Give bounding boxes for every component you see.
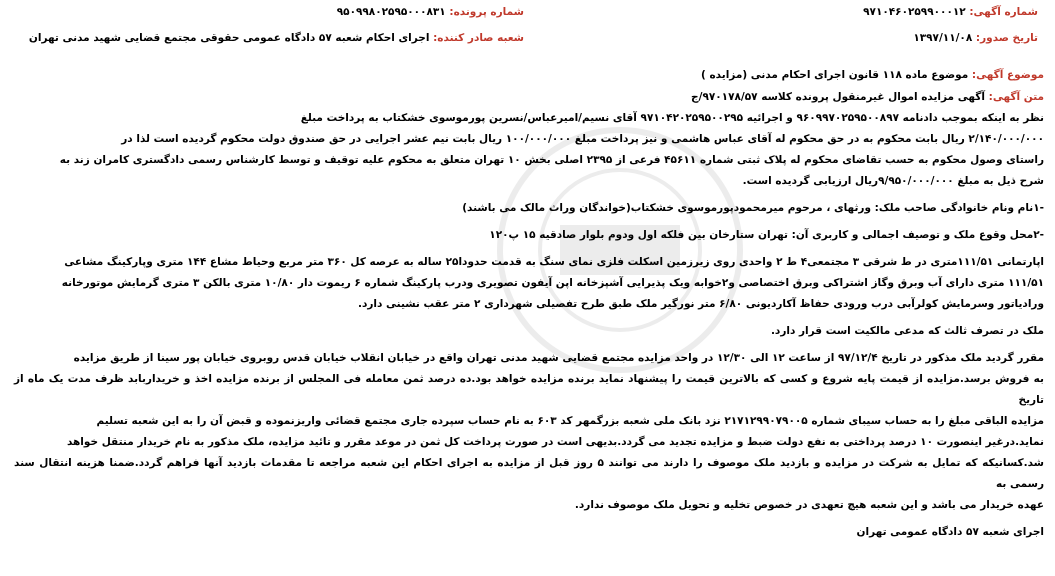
case-number-label: شماره پرونده: — [449, 6, 524, 18]
paragraph-line: ورادیاتور وسرمایش کولرآبی درب ورودی حفاظ آکاردیونی ۶/۸۰ متر نورگیر ملک طبق طرح تفصیلی شهرداری ۲ متر عقب نشینی دارد. — [357, 298, 1044, 310]
paragraph-line: ۱۱۱/۵۱ متری دارای آب وبرق وگاز اشتراکی وبرق اختصاصی و۲خوابه ویک پذیرایی آشپزخانه اپن آیفون تصویری ودرب پارکینگ شماره ۶ ریموت دار ۱۰/۸۰ متری بالکن ۳ متری گرمایش موتورخانه — [61, 277, 1044, 289]
branch-label: شعبه صادر کننده: — [433, 32, 524, 44]
header-row-2 — [14, 32, 1044, 58]
issue-date-label: تاریخ صدور: — [975, 32, 1038, 44]
paragraph-4 — [14, 348, 1044, 516]
header-row-1 — [14, 6, 1044, 32]
paragraph-line: مزایده الباقی مبلغ را به حساب سیبای شماره ۲۱۷۱۲۹۹۰۷۹۰۰۵ نزد بانک ملی شعبه بزرگمهر کد ۶۰۳ به نام حساب سپرده جاری مجتمع قضائی واریزنموده و قبض آن را به این شعبه تسلیم — [96, 415, 1044, 427]
paragraph-line: شد.کسانیکه که تمایل به شرکت در مزایده و بازدید ملک موصوف را دارند می توانند ۵ روز قبل از مزایده به اجرای احکام این شعبه مراجعه تا مقدمات بازدید آنها فراهم گردد.ضمنا هزینه انتقال سند رسمی به — [14, 457, 1044, 490]
body-label: متن آگهی: — [988, 91, 1044, 103]
paragraph-line: عهده خریدار می باشد و این شعبه هیچ تعهدی در خصوص تخلیه و تحویل ملک موصوف ندارد. — [574, 499, 1044, 511]
paragraph-line: مقرر گردید ملک مذکور در تاریخ ۹۷/۱۲/۴ از ساعت ۱۲ الی ۱۲/۳۰ در واحد مزایده مجتمع قضایی شهید مدنی تهران واقع در خیابان انقلاب خیابان قدس روبروی خیابان پور سینا از طریق مزایده — [73, 352, 1044, 364]
issue-date: ۱۳۹۷/۱۱/۰۸ — [913, 32, 973, 44]
paragraph-line: راستای وصول محکوم به حسب تقاضای محکوم له پلاک ثبتی شماره ۴۵۶۱۱ فرعی از ۲۳۹۵ اصلی بخش ۱۰ تهران متعلق به محکوم علیه توقیف و توسط کارشناس رسمی دادگستری کامران زند به — [59, 154, 1044, 166]
paragraph-line: ۲/۱۴۰/۰۰۰/۰۰۰ ریال بابت محکوم به در حق محکوم له آقای عباس هاشمی و نیز پرداخت مبلغ ۱۰۰/۰۰۰/۰۰۰ ریال بابت نیم عشر اجرایی در حق صندوق دولت محکوم گردیده است لذا در — [121, 133, 1044, 145]
branch-name: اجرای احکام شعبه ۵۷ دادگاه عمومی حقوقی مجتمع قضایی شهید مدنی تهران — [28, 32, 430, 44]
paragraph-line: شرح ذیل به مبلغ ۹/۹۵۰/۰۰۰/۰۰۰ریال ارزیابی گردیده است. — [742, 175, 1044, 187]
paragraph-2 — [14, 252, 1044, 315]
subject-row — [14, 64, 1044, 86]
signature: اجرای شعبه ۵۷ دادگاه عمومی تهران — [856, 526, 1044, 538]
paragraph-line: نظر به اینکه بموجب دادنامه ۹۶۰۹۹۷۰۲۵۹۵۰۰۸۹۷ و اجرائیه ۹۷۱۰۴۲۰۲۵۹۵۰۰۲۹۵ آقای نسیم/امیرعباس/نسرین پورموسوی خشکتاب به پرداخت مبلغ — [300, 112, 1044, 124]
owner-item: -۱نام ونام خانوادگی صاحب ملک: ورثهای ، مرحوم میرمحمودپورموسوی خشکتاب(خواندگان وراث مالک می باشند) — [462, 202, 1044, 214]
location-item: -۲محل وقوع ملک و توصیف اجمالی و کاربری آن: تهران ستارخان بین فلکه اول ودوم بلوار صادقیه ۱۵ پ۱۲۰ — [489, 229, 1044, 241]
body-title: آگهی مزایده اموال غیرمنقول پرونده کلاسه ۹۷۰۱۷۸/۵۷/ج — [691, 91, 985, 103]
paragraph-line: اپارتمانی ۱۱۱/۵۱متری در ط شرقی ۳ مجتمعی۴ ط ۲ واحدی روی زیرزمین اسکلت فلزی نمای سنگ به قدمت حدودا۲۵ ساله به عرصه کل ۳۶۰ متر مربع وحیاط مشاع ۱۴۴ متری وپارکینگ مشاعی — [64, 256, 1044, 268]
notice-number: ۹۷۱۰۴۶۰۲۵۹۹۰۰۰۱۲ — [863, 6, 966, 18]
case-number: ۹۵۰۹۹۸۰۲۵۹۵۰۰۰۸۳۱ — [336, 6, 446, 18]
paragraph-1 — [14, 108, 1044, 192]
occupancy-note: ملک در تصرف ثالث که مدعی مالکیت است قرار دارد. — [770, 325, 1044, 337]
body-title-row — [14, 86, 1044, 108]
court-notice — [14, 6, 1044, 543]
paragraph-line: به فروش برسد.مزایده از قیمت پایه شروع و کسی که بالاترین قیمت را پیشنهاد نماید برنده مزایده خواهد بود.ده درصد ثمن معامله فی المجلس از برنده مزایده اخذ و خریداربابد ظرف مدت یک ماه از تاریخ — [14, 373, 1044, 406]
subject-text: موضوع ماده ۱۱۸ قانون اجرای احکام مدنی (مزایده ) — [701, 69, 969, 81]
subject-label: موضوع آگهی: — [971, 69, 1044, 81]
paragraph-line: نماید.درغیر اینصورت ۱۰ درصد پرداختی به نفع دولت ضبط و مزایده تجدید می گردد.بدیهی است در صورت پرداخت کل ثمن در موعد مقرر و تائید مزایده، ملک مذکور به نام خریدار منتقل خواهد — [66, 436, 1044, 448]
notice-number-label: شماره آگهی: — [969, 6, 1038, 18]
